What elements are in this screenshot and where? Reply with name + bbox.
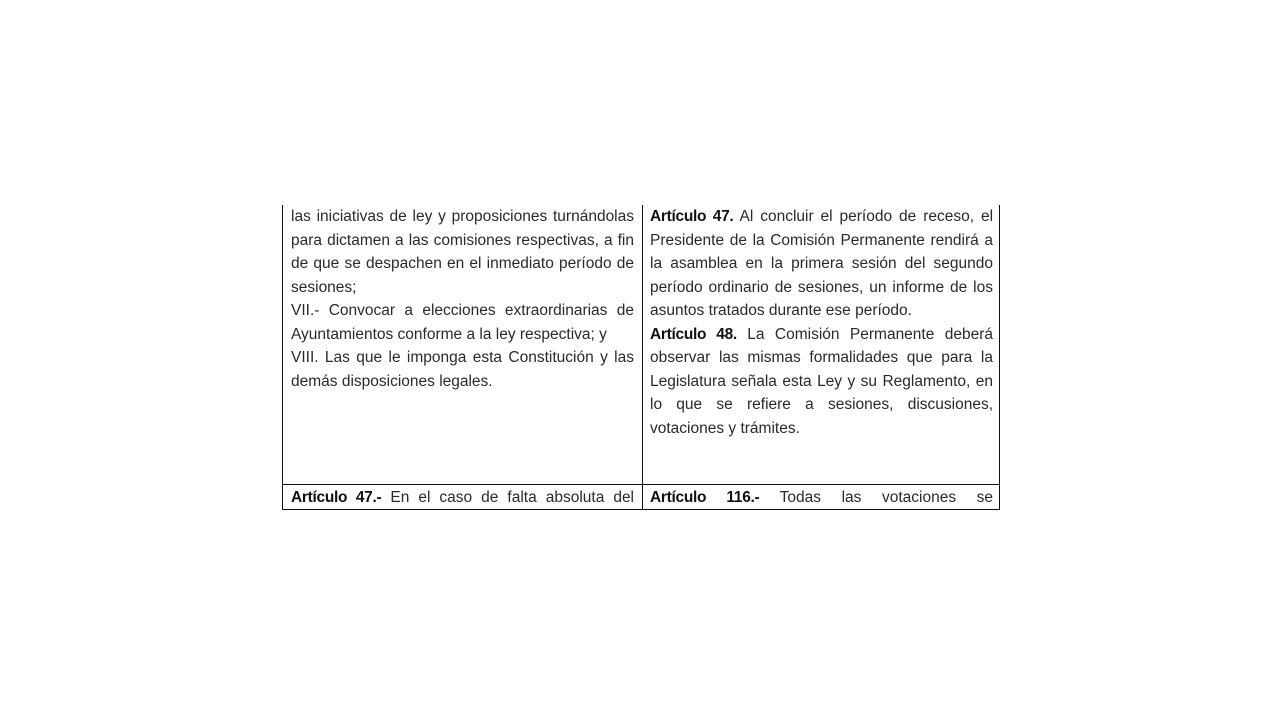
right-bottom-cell (650, 486, 993, 510)
right-bottom-text: Todas las votaciones se (759, 489, 993, 506)
left-bottom-cell (291, 486, 634, 510)
article-48-text: La Comisión Permanente deberá observar las mismas formalidades que para la Legislatura señala esta Ley y su Reglamento, en lo que se refiere a sesiones, discusiones, votaciones y trámites. (650, 325, 994, 437)
row-divider (283, 484, 999, 485)
column-divider (642, 205, 643, 509)
left-paragraph-1: las iniciativas de ley y proposiciones turnándolas para dictamen a las comisiones respectivas, a fin de que se despachen en el inmediato período de sesiones; (291, 208, 634, 296)
left-top-cell (291, 205, 634, 393)
article-48-paragraph (650, 323, 993, 441)
right-bottom-paragraph (650, 486, 993, 510)
comparison-table (282, 205, 1000, 510)
right-bottom-heading: Artículo 116.- (650, 489, 760, 506)
article-47-paragraph (650, 205, 993, 323)
article-47-text: Al concluir el período de receso, el Presidente de la Comisión Permanente rendirá a la asamblea en la primera sesión del segundo período ordinario de sesiones, un informe de los asuntos tratados durante ese período. (650, 208, 994, 319)
left-bottom-heading: Artículo 47.- (291, 489, 382, 506)
right-top-cell (650, 205, 993, 440)
article-48-heading: Artículo 48. (650, 325, 737, 343)
left-paragraph-2: VII.- Convocar a elecciones extraordinarias de Ayuntamientos conforme a la ley respectiva; y (291, 302, 634, 343)
left-paragraph-3: VIII. Las que le imponga esta Constitución y las demás disposiciones legales. (291, 349, 634, 390)
left-bottom-text: En el caso de falta absoluta del (381, 489, 634, 506)
left-bottom-paragraph (291, 486, 634, 510)
article-47-heading: Artículo 47. (650, 208, 734, 225)
